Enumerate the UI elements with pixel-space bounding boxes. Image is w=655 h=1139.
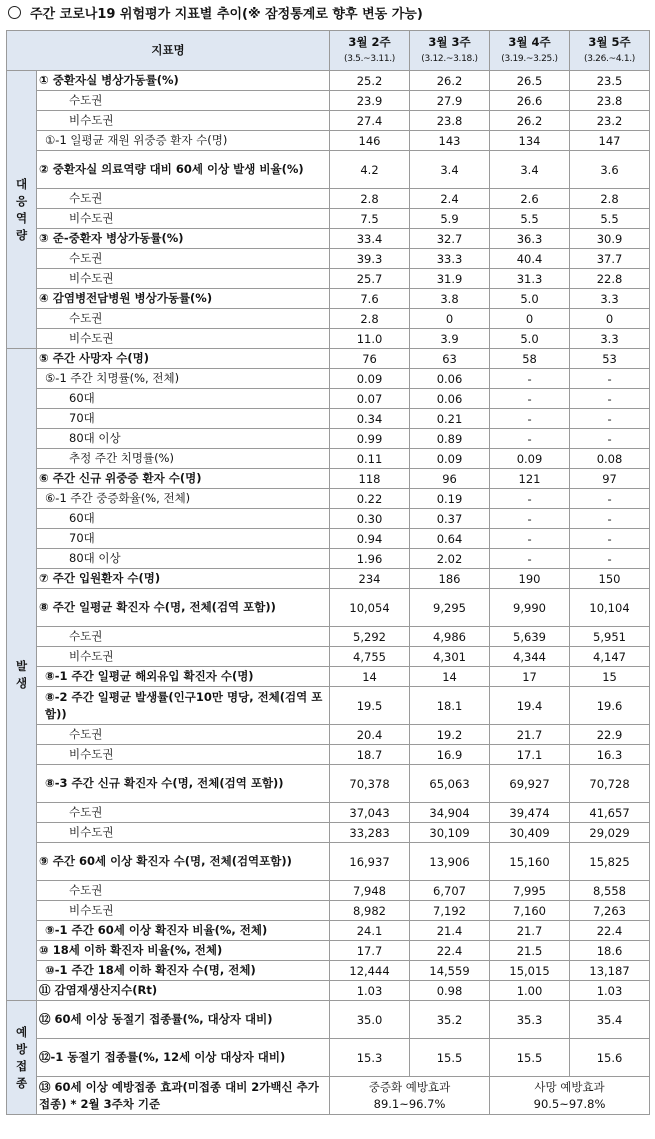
cell-value: 0 xyxy=(410,309,490,329)
table-row xyxy=(7,509,650,529)
cell-value: 25.2 xyxy=(330,71,410,91)
cell-value: 33.3 xyxy=(410,249,490,269)
cell-value: 21.7 xyxy=(490,725,570,745)
row-label: 수도권 xyxy=(37,881,330,901)
cell-value: 186 xyxy=(410,569,490,589)
cell-value: 13,187 xyxy=(570,961,650,981)
cell-value: - xyxy=(570,389,650,409)
cell-value: 33.4 xyxy=(330,229,410,249)
row-label: 60대 xyxy=(37,389,330,409)
row-label: 수도권 xyxy=(37,249,330,269)
cell-value: 0.09 xyxy=(330,369,410,389)
row-label: 비수도권 xyxy=(37,745,330,765)
table-row xyxy=(7,901,650,921)
cell-value: - xyxy=(490,489,570,509)
cell-value: 41,657 xyxy=(570,803,650,823)
week-header: 3월 2주 (3.5.~3.11.) xyxy=(330,31,410,71)
cell-value: 33,283 xyxy=(330,823,410,843)
cell-value: 35.4 xyxy=(570,1001,650,1039)
cell-value: 0.21 xyxy=(410,409,490,429)
row-label: 비수도권 xyxy=(37,823,330,843)
row-label: 비수도권 xyxy=(37,111,330,131)
cell-value: 21.5 xyxy=(490,941,570,961)
cell-value: 16.9 xyxy=(410,745,490,765)
cell-value: 15,160 xyxy=(490,843,570,881)
cell-value: 0.07 xyxy=(330,389,410,409)
table-row xyxy=(7,921,650,941)
table-row xyxy=(7,229,650,249)
cell-value: 190 xyxy=(490,569,570,589)
cell-value: 23.8 xyxy=(410,111,490,131)
cell-value: 0.19 xyxy=(410,489,490,509)
table-row xyxy=(7,309,650,329)
cell-value: - xyxy=(490,429,570,449)
cell-value: 26.2 xyxy=(490,111,570,131)
cell-value: 0.30 xyxy=(330,509,410,529)
row-label: ⑧-1 주간 일평균 해외유입 확진자 수(명) xyxy=(37,667,330,687)
cell-value: 15,015 xyxy=(490,961,570,981)
cell-value: 21.7 xyxy=(490,921,570,941)
cell-value: - xyxy=(570,369,650,389)
cell-value: 70,728 xyxy=(570,765,650,803)
cell-value: 30.9 xyxy=(570,229,650,249)
category-response: 대응역량 xyxy=(7,71,37,349)
cell-value: 0 xyxy=(570,309,650,329)
table-row xyxy=(7,823,650,843)
cell-value: 5,292 xyxy=(330,627,410,647)
cell-value: 1.03 xyxy=(570,981,650,1001)
row-label: 비수도권 xyxy=(37,647,330,667)
cell-value: - xyxy=(570,509,650,529)
cell-value: 4,986 xyxy=(410,627,490,647)
row-label xyxy=(37,687,330,725)
cell-value: 2.8 xyxy=(570,189,650,209)
cell-value: 37.7 xyxy=(570,249,650,269)
table-row xyxy=(7,329,650,349)
cell-value: - xyxy=(570,549,650,569)
cell-value: 0.94 xyxy=(330,529,410,549)
cell-value: - xyxy=(490,529,570,549)
cell-value: 19.4 xyxy=(490,687,570,725)
cell-value: 19.5 xyxy=(330,687,410,725)
row-label: 추정 주간 치명률(%) xyxy=(37,449,330,469)
row-label: ① 중환자실 병상가동률(%) xyxy=(37,71,330,91)
cell-value: 31.9 xyxy=(410,269,490,289)
row-label: 60대 xyxy=(37,509,330,529)
table-row xyxy=(7,289,650,309)
table-row xyxy=(7,569,650,589)
cell-value: 7,192 xyxy=(410,901,490,921)
cell-value: 32.7 xyxy=(410,229,490,249)
table-row xyxy=(7,765,650,803)
table-row xyxy=(7,725,650,745)
cell-value: 7,948 xyxy=(330,881,410,901)
cell-value: 4,755 xyxy=(330,647,410,667)
cell-value: 8,558 xyxy=(570,881,650,901)
cell-value: 14 xyxy=(330,667,410,687)
cell-value: 14 xyxy=(410,667,490,687)
table-row xyxy=(7,409,650,429)
cell-value: 0.11 xyxy=(330,449,410,469)
cell-value: 7.6 xyxy=(330,289,410,309)
table-row xyxy=(7,449,650,469)
cell-value: - xyxy=(570,529,650,549)
table-row xyxy=(7,429,650,449)
cell-value: 9,295 xyxy=(410,589,490,627)
cell-value: 26.5 xyxy=(490,71,570,91)
cell-value: 0.06 xyxy=(410,389,490,409)
cell-value: 10,104 xyxy=(570,589,650,627)
cell-value: 3.4 xyxy=(410,151,490,189)
table-row xyxy=(7,941,650,961)
row-label: 비수도권 xyxy=(37,209,330,229)
cell-value: 4,301 xyxy=(410,647,490,667)
row-label: ⑧ 주간 일평균 확진자 수(명, 전체(검역 포함)) xyxy=(37,589,330,627)
cell-value: 1.00 xyxy=(490,981,570,1001)
table-row xyxy=(7,131,650,151)
row-label: ⑧-3 주간 신규 확진자 수(명, 전체(검역 포함)) xyxy=(37,765,330,803)
cell-value: 134 xyxy=(490,131,570,151)
row-label: ② 중환자실 의료역량 대비 60세 이상 발생 비율(%) xyxy=(37,151,330,189)
table-row xyxy=(7,269,650,289)
cell-value: 22.9 xyxy=(570,725,650,745)
row-label: 70대 xyxy=(37,409,330,429)
cell-value: 3.4 xyxy=(490,151,570,189)
table-row xyxy=(7,71,650,91)
cell-value: 7,995 xyxy=(490,881,570,901)
cell-value: 0.89 xyxy=(410,429,490,449)
table-row xyxy=(7,389,650,409)
cell-value: 76 xyxy=(330,349,410,369)
cell-value: 16,937 xyxy=(330,843,410,881)
cell-value: 3.3 xyxy=(570,289,650,309)
cell-value: 5,639 xyxy=(490,627,570,647)
cell-value: 63 xyxy=(410,349,490,369)
cell-value: 31.3 xyxy=(490,269,570,289)
cell-value: 70,378 xyxy=(330,765,410,803)
cell-value: 11.0 xyxy=(330,329,410,349)
table-row xyxy=(7,209,650,229)
cell-value: 15.5 xyxy=(490,1039,570,1077)
week-header: 3월 4주 (3.19.~3.25.) xyxy=(490,31,570,71)
cell-value: 24.1 xyxy=(330,921,410,941)
row-label: ⑥-1 주간 중증화율(%, 전체) xyxy=(37,489,330,509)
cell-value: 15.5 xyxy=(410,1039,490,1077)
cell-value: 7,160 xyxy=(490,901,570,921)
week-header: 3월 3주 (3.12.~3.18.) xyxy=(410,31,490,71)
cell-value: 23.8 xyxy=(570,91,650,111)
cell-value: 36.3 xyxy=(490,229,570,249)
cell-value: 0.37 xyxy=(410,509,490,529)
table-row xyxy=(7,589,650,627)
cell-value: 0 xyxy=(490,309,570,329)
cell-value: 7.5 xyxy=(330,209,410,229)
cell-value: 5.0 xyxy=(490,289,570,309)
table-row xyxy=(7,151,650,189)
row-label: 수도권 xyxy=(37,91,330,111)
cell-value: 15,825 xyxy=(570,843,650,881)
table-row xyxy=(7,627,650,647)
circle-bullet-icon xyxy=(8,6,21,19)
row-label: 수도권 xyxy=(37,627,330,647)
row-label: 70대 xyxy=(37,529,330,549)
cell-value: 4.2 xyxy=(330,151,410,189)
cell-value: 20.4 xyxy=(330,725,410,745)
cell-value: 29,029 xyxy=(570,823,650,843)
row-label: ④ 감염병전담병원 병상가동률(%) xyxy=(37,289,330,309)
cell-value: 23.2 xyxy=(570,111,650,131)
row-label: ③ 준-중환자 병상가동률(%) xyxy=(37,229,330,249)
table-row xyxy=(7,111,650,131)
table-row xyxy=(7,1039,650,1077)
cell-value: 143 xyxy=(410,131,490,151)
cell-value: 23.9 xyxy=(330,91,410,111)
table-row xyxy=(7,189,650,209)
cell-value: 12,444 xyxy=(330,961,410,981)
cell-value: 0.34 xyxy=(330,409,410,429)
table-row xyxy=(7,1001,650,1039)
cell-value: 35.3 xyxy=(490,1001,570,1039)
row-label: ⑦ 주간 입원환자 수(명) xyxy=(37,569,330,589)
cell-value: 39.3 xyxy=(330,249,410,269)
cell-value: 4,344 xyxy=(490,647,570,667)
cell-value: 26.2 xyxy=(410,71,490,91)
cell-value: 21.4 xyxy=(410,921,490,941)
table-row xyxy=(7,667,650,687)
cell-value: 17.1 xyxy=(490,745,570,765)
cell-value: 30,409 xyxy=(490,823,570,843)
cell-value: 23.5 xyxy=(570,71,650,91)
cell-value: 0.06 xyxy=(410,369,490,389)
cell-value: 3.8 xyxy=(410,289,490,309)
cell-value: - xyxy=(490,509,570,529)
cell-value: 26.6 xyxy=(490,91,570,111)
cell-value: 1.03 xyxy=(330,981,410,1001)
cell-value: 2.4 xyxy=(410,189,490,209)
cell-value: 27.9 xyxy=(410,91,490,111)
cell-value: 121 xyxy=(490,469,570,489)
cell-value: - xyxy=(490,409,570,429)
cell-value: 2.8 xyxy=(330,189,410,209)
row-label-text: ⑧-2 주간 일평균 발생률(인구10만 명당, 전체(검역 포함)) xyxy=(45,689,323,721)
table-row xyxy=(7,529,650,549)
cell-value: 5,951 xyxy=(570,627,650,647)
page-title: 주간 코로나19 위험평가 지표별 추이(※ 잠정통계로 향후 변동 가능) xyxy=(8,5,423,25)
cell-value: 146 xyxy=(330,131,410,151)
row-label: ⑨ 주간 60세 이상 확진자 수(명, 전체(검역포함)) xyxy=(37,843,330,881)
cell-value: 34,904 xyxy=(410,803,490,823)
row-label: 수도권 xyxy=(37,803,330,823)
row-label: 수도권 xyxy=(37,309,330,329)
table-row xyxy=(7,881,650,901)
cell-value: 97 xyxy=(570,469,650,489)
death-prevention-effect: 사망 예방효과 90.5~97.8% xyxy=(490,1077,650,1115)
cell-value: 118 xyxy=(330,469,410,489)
cell-value: 7,263 xyxy=(570,901,650,921)
cell-value: 0.09 xyxy=(410,449,490,469)
table-row xyxy=(7,843,650,881)
cell-value: - xyxy=(490,369,570,389)
row-label: ⑨-1 주간 60세 이상 확진자 비율(%, 전체) xyxy=(37,921,330,941)
table-row xyxy=(7,91,650,111)
cell-value: 2.8 xyxy=(330,309,410,329)
cell-value: 40.4 xyxy=(490,249,570,269)
row-label: 비수도권 xyxy=(37,269,330,289)
table-row xyxy=(7,745,650,765)
row-label: ⑥ 주간 신규 위중증 환자 수(명) xyxy=(37,469,330,489)
table-row xyxy=(7,489,650,509)
cell-value: 39,474 xyxy=(490,803,570,823)
cell-value: 5.5 xyxy=(570,209,650,229)
cell-value: 14,559 xyxy=(410,961,490,981)
cell-value: 96 xyxy=(410,469,490,489)
cell-value: 2.6 xyxy=(490,189,570,209)
row-label: ⑩-1 주간 18세 이하 확진자 수(명, 전체) xyxy=(37,961,330,981)
row-label: ⑫ 60세 이상 동절기 접종률(%, 대상자 대비) xyxy=(37,1001,330,1039)
cell-value: 5.0 xyxy=(490,329,570,349)
cell-value: - xyxy=(570,429,650,449)
cell-value: 22.8 xyxy=(570,269,650,289)
row-label: 수도권 xyxy=(37,725,330,745)
cell-value: 13,906 xyxy=(410,843,490,881)
table-row xyxy=(7,549,650,569)
row-label: 수도권 xyxy=(37,189,330,209)
category-vaccination: 예방접종 xyxy=(7,1001,37,1115)
week-header: 3월 5주 (3.26.~4.1.) xyxy=(570,31,650,71)
cell-value: - xyxy=(490,549,570,569)
cell-value: 147 xyxy=(570,131,650,151)
table-row xyxy=(7,469,650,489)
cell-value: 6,707 xyxy=(410,881,490,901)
cell-value: 3.3 xyxy=(570,329,650,349)
cell-value: 9,990 xyxy=(490,589,570,627)
table-row xyxy=(7,369,650,389)
cell-value: 37,043 xyxy=(330,803,410,823)
table-row xyxy=(7,647,650,667)
row-label: ⑩ 18세 이하 확진자 비율(%, 전체) xyxy=(37,941,330,961)
table-row xyxy=(7,981,650,1001)
cell-value: 27.4 xyxy=(330,111,410,131)
cell-value: 0.09 xyxy=(490,449,570,469)
cell-value: - xyxy=(490,389,570,409)
cell-value: 35.2 xyxy=(410,1001,490,1039)
cell-value: 15.6 xyxy=(570,1039,650,1077)
severe-prevention-effect: 중증화 예방효과 89.1~96.7% xyxy=(330,1077,490,1115)
cell-value: 58 xyxy=(490,349,570,369)
row-label: ①-1 일평균 재원 위중증 환자 수(명) xyxy=(37,131,330,151)
risk-indicator-table xyxy=(6,30,650,1115)
cell-value: 4,147 xyxy=(570,647,650,667)
cell-value: 25.7 xyxy=(330,269,410,289)
row-label: ⑬ 60세 이상 예방접종 효과(미접종 대비 2가백신 추가접종) * 2월 3주차 기준 xyxy=(37,1077,330,1115)
cell-value: 10,054 xyxy=(330,589,410,627)
table-row xyxy=(7,803,650,823)
cell-value: 19.6 xyxy=(570,687,650,725)
cell-value: 234 xyxy=(330,569,410,589)
table-row xyxy=(7,349,650,369)
table-row xyxy=(7,1077,650,1115)
cell-value: 18.1 xyxy=(410,687,490,725)
cell-value: 5.9 xyxy=(410,209,490,229)
cell-value: 0.98 xyxy=(410,981,490,1001)
cell-value: 35.0 xyxy=(330,1001,410,1039)
cell-value: 5.5 xyxy=(490,209,570,229)
table-row xyxy=(7,961,650,981)
indicator-header: 지표명 xyxy=(7,31,330,71)
row-label: ⑪ 감염재생산지수(Rt) xyxy=(37,981,330,1001)
cell-value: 30,109 xyxy=(410,823,490,843)
cell-value: 65,063 xyxy=(410,765,490,803)
row-label: 80대 이상 xyxy=(37,429,330,449)
cell-value: 150 xyxy=(570,569,650,589)
row-label: 80대 이상 xyxy=(37,549,330,569)
cell-value: 3.6 xyxy=(570,151,650,189)
table-row xyxy=(7,249,650,269)
cell-value: 18.6 xyxy=(570,941,650,961)
cell-value: 3.9 xyxy=(410,329,490,349)
cell-value: 2.02 xyxy=(410,549,490,569)
cell-value: 22.4 xyxy=(410,941,490,961)
cell-value: 0.22 xyxy=(330,489,410,509)
row-label: 비수도권 xyxy=(37,329,330,349)
cell-value: 18.7 xyxy=(330,745,410,765)
cell-value: - xyxy=(570,489,650,509)
cell-value: 19.2 xyxy=(410,725,490,745)
cell-value: 53 xyxy=(570,349,650,369)
cell-value: 17 xyxy=(490,667,570,687)
cell-value: 0.64 xyxy=(410,529,490,549)
row-label: 비수도권 xyxy=(37,901,330,921)
cell-value: 8,982 xyxy=(330,901,410,921)
category-occurrence: 발생 xyxy=(7,349,37,1001)
cell-value: 15 xyxy=(570,667,650,687)
cell-value: 0.99 xyxy=(330,429,410,449)
cell-value: 16.3 xyxy=(570,745,650,765)
cell-value: 1.96 xyxy=(330,549,410,569)
cell-value: 0.08 xyxy=(570,449,650,469)
cell-value: 22.4 xyxy=(570,921,650,941)
row-label: ⑫-1 동절기 접종률(%, 12세 이상 대상자 대비) xyxy=(37,1039,330,1077)
row-label: ⑤ 주간 사망자 수(명) xyxy=(37,349,330,369)
cell-value: 15.3 xyxy=(330,1039,410,1077)
table-row xyxy=(7,687,650,725)
header-row xyxy=(7,31,650,71)
cell-value: 17.7 xyxy=(330,941,410,961)
cell-value: - xyxy=(570,409,650,429)
row-label: ⑤-1 주간 치명률(%, 전체) xyxy=(37,369,330,389)
cell-value: 69,927 xyxy=(490,765,570,803)
